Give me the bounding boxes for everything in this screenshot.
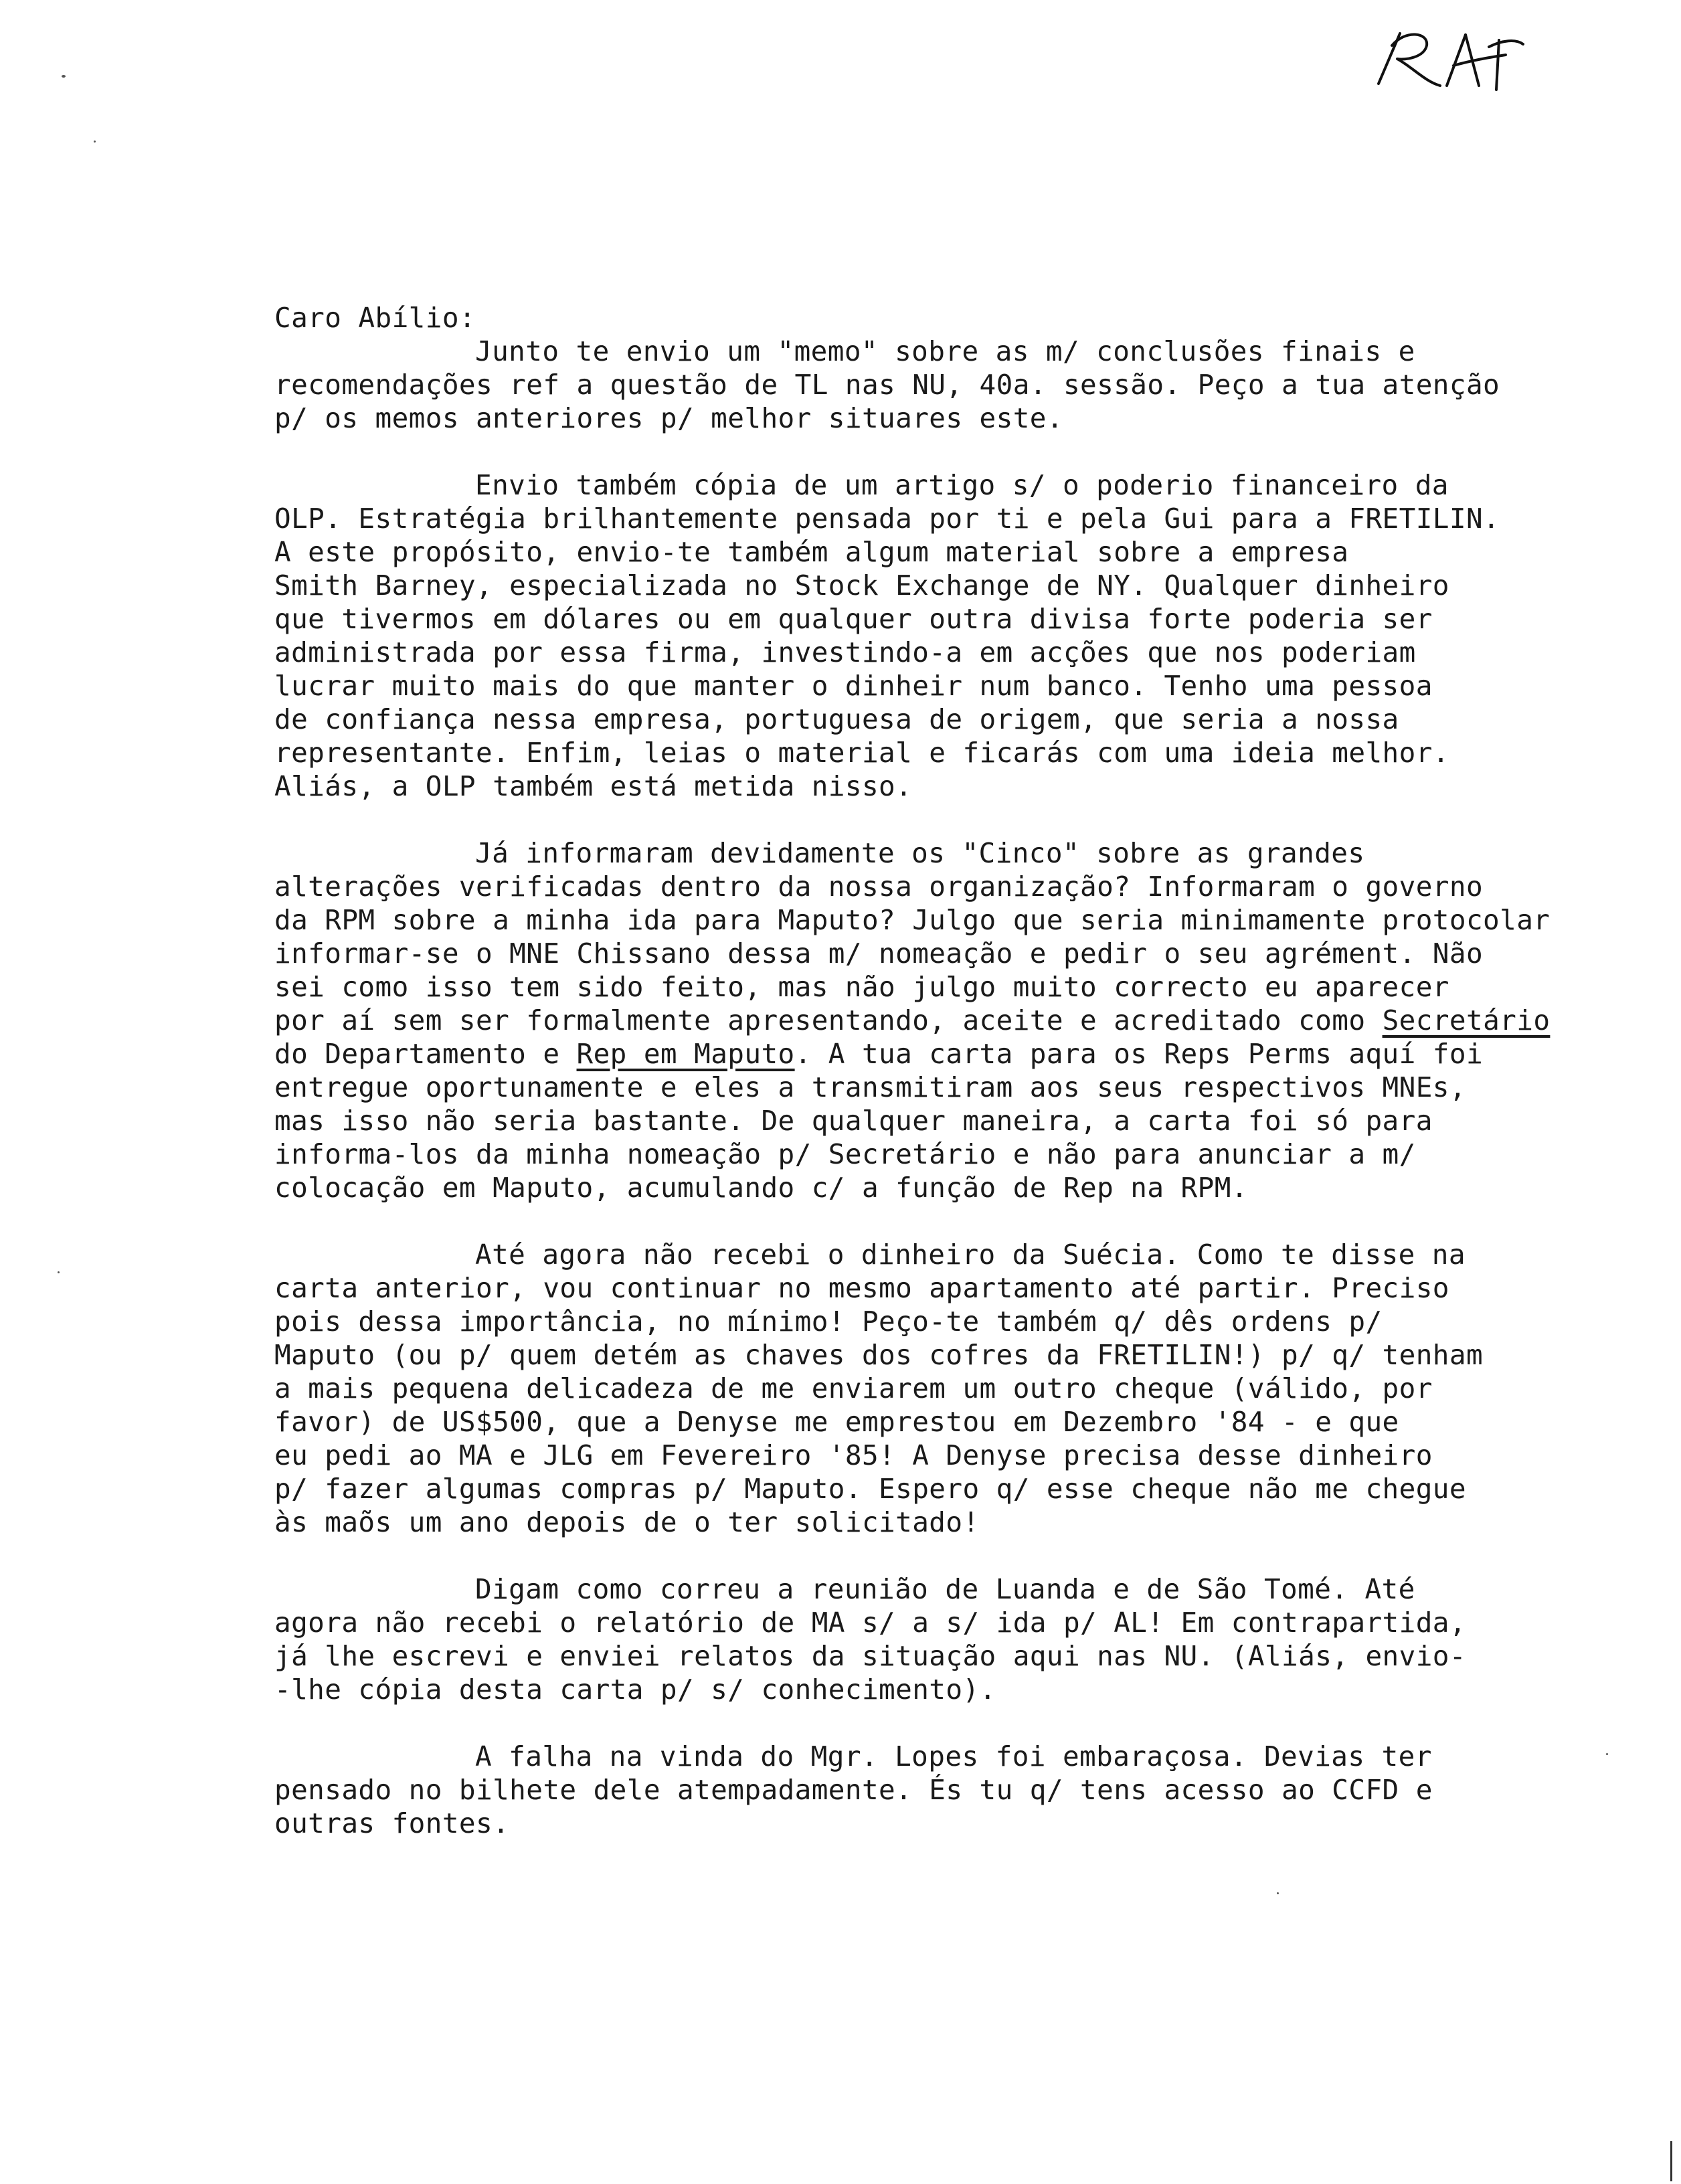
paragraph-6-line-3: outras fontes. [274, 1807, 510, 1839]
paragraph-3-line-7-rest: . A tua carta para os Reps Perms aquí foi [794, 1038, 1484, 1070]
scan-speck [1606, 1753, 1608, 1755]
scan-speck [1277, 1892, 1279, 1894]
paragraph-1-line-2: recomendações ref a questão de TL nas NU, 40a. sessão. Peço a tua atenção [274, 369, 1500, 401]
paragraph-3-line-6 [274, 1004, 1550, 1037]
paragraph-3-line-11: colocação em Maputo, acumulando c/ a função de Rep na RPM. [274, 1172, 1248, 1204]
paragraph-4-line-3: pois dessa importância, no mínimo! Peço-te também q/ dês ordens p/ [274, 1305, 1383, 1338]
paragraph-6-line-2: pensado no bilhete dele atempadamente. És tu q/ tens acesso ao CCFD e [274, 1774, 1433, 1806]
paragraph-3-line-6-text: por aí sem ser formalmente apresentando, aceite e acreditado como [274, 1004, 1383, 1036]
paragraph-3-line-10: informa-los da minha nomeação p/ Secretário e não para anunciar a m/ [274, 1138, 1416, 1170]
initials-signature-icon [1365, 20, 1539, 100]
paragraph-3-line-1: Já informaram devidamente os "Cinco" sobre as grandes [475, 837, 1365, 869]
paragraph-3-line-7-text: do Departamento e [274, 1038, 577, 1070]
paragraph-2-line-10: Aliás, a OLP também está metida nisso. [274, 770, 913, 802]
paragraph-3-line-7 [274, 1037, 1483, 1071]
paragraph-2-line-2: OLP. Estratégia brilhantemente pensada por ti e pela Gui para a FRETILIN. [274, 503, 1500, 535]
paragraph-4-line-2: carta anterior, vou continuar no mesmo apartamento até partir. Preciso [274, 1272, 1449, 1304]
scan-speck [62, 75, 66, 78]
paragraph-2-line-6: administrada por essa firma, investindo-a em acções que nos poderiam [274, 636, 1416, 668]
paragraph-5-line-2: agora não recebi o relatório de MA s/ a s/ ida p/ AL! Em contrapartida, [274, 1607, 1466, 1639]
paragraph-4-line-8: p/ fazer algumas compras p/ Maputo. Espero q/ esse cheque não me chegue [274, 1473, 1466, 1505]
paragraph-3-line-2: alterações verificadas dentro da nossa organização? Informaram o governo [274, 871, 1484, 903]
paragraph-4-line-5: a mais pequena delicadeza de me enviarem um outro cheque (válido, por [274, 1372, 1433, 1404]
paragraph-5-line-1: Digam como correu a reunião de Luanda e de São Tomé. Até [475, 1573, 1415, 1605]
paragraph-2-line-9: representante. Enfim, leias o material e ficarás com uma ideia melhor. [274, 737, 1449, 769]
salutation: Caro Abílio: [274, 302, 476, 334]
scan-speck [94, 141, 96, 143]
paragraph-2-line-1: Envio também cópia de um artigo s/ o poderio financeiro da [475, 469, 1449, 501]
paragraph-2-line-7: lucrar muito mais do que manter o dinheir num banco. Tenho uma pessoa [274, 670, 1433, 702]
paragraph-2-line-3: A este propósito, envio-te também algum material sobre a empresa [274, 536, 1349, 568]
paragraph-4-line-7: eu pedi ao MA e JLG em Fevereiro '85! A Denyse precisa desse dinheiro [274, 1439, 1433, 1471]
paragraph-2-line-5: que tivermos em dólares ou em qualquer outra divisa forte poderia ser [274, 603, 1433, 635]
underlined-rep-em-maputo: Rep em Maputo [576, 1038, 795, 1070]
paragraph-4-line-9: às maõs um ano depois de o ter solicitado! [274, 1506, 980, 1538]
paragraph-3-line-3: da RPM sobre a minha ida para Maputo? Julgo que seria minimamente protocolar [274, 904, 1551, 936]
paragraph-3-line-9: mas isso não seria bastante. De qualquer maneira, a carta foi só para [274, 1105, 1433, 1137]
paragraph-1-line-3: p/ os memos anteriores p/ melhor situares este. [274, 402, 1063, 434]
paragraph-1-line-1: Junto te envio um "memo" sobre as m/ conclusões finais e [475, 335, 1415, 367]
paragraph-5-line-3: já lhe escrevi e enviei relatos da situação aqui nas NU. (Aliás, envio- [274, 1640, 1466, 1672]
paragraph-3-line-4: informar-se o MNE Chissano dessa m/ nomeação e pedir o seu agrément. Não [274, 937, 1484, 970]
paragraph-3-line-8: entregue oportunamente e eles a transmitiram aos seus respectivos MNEs, [274, 1071, 1466, 1103]
paragraph-5-line-4: -lhe cópia desta carta p/ s/ conhecimento). [274, 1673, 996, 1706]
scan-edge-mark [1670, 2141, 1672, 2181]
underlined-secretario: Secretário [1382, 1004, 1551, 1036]
paragraph-6-line-1: A falha na vinda do Mgr. Lopes foi embaraçosa. Devias ter [475, 1740, 1432, 1772]
paragraph-4-line-1: Até agora não recebi o dinheiro da Suécia. Como te disse na [475, 1239, 1466, 1271]
paragraph-2-line-8: de confiança nessa empresa, portuguesa de origem, que seria a nossa [274, 703, 1399, 735]
paragraph-2-line-4: Smith Barney, especializada no Stock Exchange de NY. Qualquer dinheiro [274, 569, 1449, 602]
paragraph-4-line-6: favor) de US$500, que a Denyse me emprestou em Dezembro '84 - e que [274, 1406, 1399, 1438]
paragraph-3-line-5: sei como isso tem sido feito, mas não julgo muito correcto eu aparecer [274, 971, 1449, 1003]
paragraph-4-line-4: Maputo (ou p/ quem detém as chaves dos cofres da FRETILIN!) p/ q/ tenham [274, 1339, 1484, 1371]
scan-speck [58, 1271, 60, 1273]
handwritten-initials [1365, 20, 1539, 100]
